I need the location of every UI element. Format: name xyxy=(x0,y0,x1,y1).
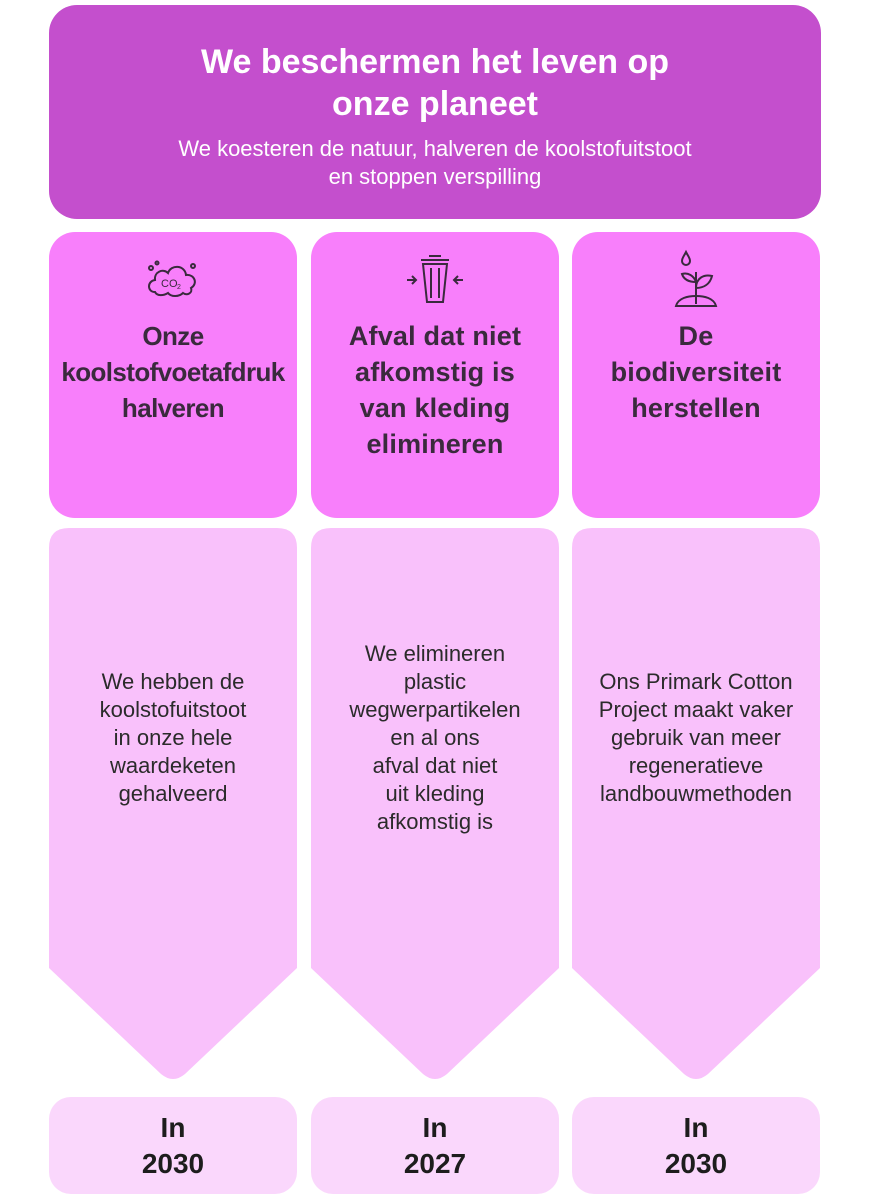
svg-text:2: 2 xyxy=(177,284,181,291)
goal-title: De biodiversiteit herstellen xyxy=(610,321,782,423)
goal-card xyxy=(572,232,820,518)
co2-cloud-icon xyxy=(141,248,205,312)
sprout-icon xyxy=(664,248,728,312)
description-arrow xyxy=(572,528,820,1084)
goal-description: We hebben de koolstofuitstoot in onze hele waardeketen gehalveerd xyxy=(99,669,247,806)
goal-description: We elimineren plastic wegwerpartikelen en al ons afval dat niet uit kleding afkomstig is xyxy=(349,641,521,834)
svg-text:CO: CO xyxy=(161,278,178,290)
target-year-card xyxy=(49,1097,297,1194)
target-year: 2030 xyxy=(664,1148,728,1179)
target-year: 2027 xyxy=(403,1148,467,1179)
goal-card xyxy=(311,232,559,518)
page-subtitle: We koesteren de natuur, halveren de koolstofuitstoot en stoppen verspilling xyxy=(178,136,692,189)
target-year: 2030 xyxy=(141,1148,205,1179)
goal-title: Afval dat niet afkomstig is van kleding elimineren xyxy=(348,321,522,459)
trash-bin-icon xyxy=(403,248,467,312)
goal-card xyxy=(49,232,297,518)
header-banner xyxy=(49,5,821,219)
year-prefix: In xyxy=(683,1112,709,1143)
description-arrow xyxy=(311,528,559,1084)
description-arrow xyxy=(49,528,297,1084)
year-prefix: In xyxy=(422,1112,448,1143)
target-year-card xyxy=(572,1097,820,1194)
goal-description: Ons Primark Cotton Project maakt vaker gebruik van meer regeneratieve landbouwmethoden xyxy=(598,669,794,806)
year-prefix: In xyxy=(160,1112,186,1143)
page-title: We beschermen het leven op onze planeet xyxy=(201,43,669,123)
goal-title: Onze koolstofvoetafdruk halveren xyxy=(61,321,285,423)
target-year-card xyxy=(311,1097,559,1194)
